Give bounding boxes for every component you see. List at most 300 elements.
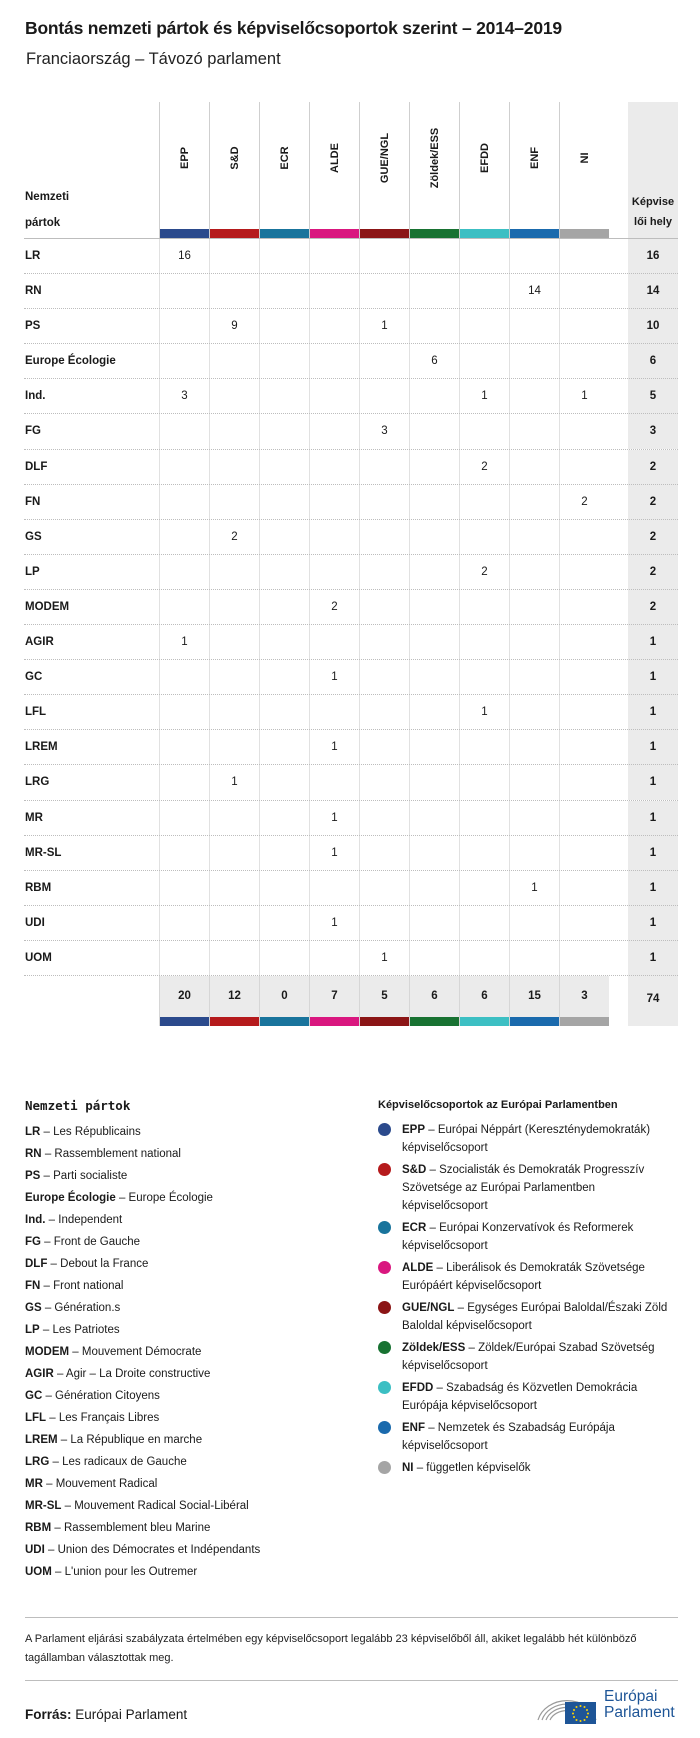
group-legend-item: GUE/NGL – Egységes Európai Baloldal/Északi Zöld Baloldal képviselőcsoport bbox=[378, 1299, 678, 1335]
seat-cell: 1 bbox=[459, 695, 509, 730]
table-row bbox=[24, 800, 678, 835]
seat-cell bbox=[509, 660, 559, 695]
seat-cell bbox=[359, 730, 409, 765]
group-abbr: EFDD bbox=[402, 1382, 434, 1394]
seat-cell bbox=[309, 239, 359, 274]
seat-cell bbox=[509, 625, 559, 660]
row-total: 1 bbox=[628, 836, 678, 871]
seat-cell bbox=[159, 590, 209, 625]
group-full-name: Nemzetek és Szabadság Európája képviselőcsoport bbox=[402, 1422, 615, 1452]
seat-cell bbox=[209, 450, 259, 485]
group-color-dot bbox=[378, 1461, 391, 1474]
group-color-dot bbox=[378, 1341, 391, 1354]
group-header-gue-ngl bbox=[359, 102, 409, 238]
seat-cell: 2 bbox=[459, 555, 509, 590]
seat-cell bbox=[309, 485, 359, 520]
table-row bbox=[24, 835, 678, 870]
seat-cell: 1 bbox=[209, 765, 259, 800]
party-full-name: Europe Écologie bbox=[128, 1192, 213, 1204]
seat-cell bbox=[409, 590, 459, 625]
seat-cell bbox=[209, 906, 259, 941]
group-total-s-d: 12 bbox=[209, 976, 259, 1026]
table-row bbox=[24, 589, 678, 624]
seat-cell bbox=[259, 941, 309, 976]
grand-total: 74 bbox=[628, 976, 678, 1026]
table-row bbox=[24, 624, 678, 659]
party-name: UDI bbox=[25, 916, 45, 929]
group-header-ni bbox=[559, 102, 609, 238]
seat-cell bbox=[409, 906, 459, 941]
party-name: LR bbox=[25, 250, 41, 262]
party-name: DLF bbox=[25, 460, 48, 473]
seat-cell bbox=[409, 239, 459, 274]
party-legend-item: GS – Génération.s bbox=[25, 1302, 121, 1314]
party-legend-item: MR – Mouvement Radical bbox=[25, 1478, 158, 1490]
seat-cell bbox=[309, 555, 359, 590]
seat-cell bbox=[259, 871, 309, 906]
party-legend-item: UDI – Union des Démocrates et Indépendants bbox=[25, 1544, 261, 1556]
group-color-dot bbox=[378, 1221, 391, 1234]
party-name: UOM bbox=[25, 951, 52, 964]
party-full-name: Génération Citoyens bbox=[55, 1390, 160, 1402]
table-row bbox=[24, 554, 678, 589]
seat-cell bbox=[559, 730, 609, 765]
row-total: 1 bbox=[628, 765, 678, 800]
party-abbr: FG bbox=[25, 1236, 41, 1248]
seat-cell: 2 bbox=[209, 520, 259, 555]
seat-cell: 16 bbox=[159, 239, 209, 274]
seat-cell bbox=[409, 941, 459, 976]
seat-cell bbox=[309, 274, 359, 309]
seat-cell bbox=[409, 379, 459, 414]
seat-cell bbox=[309, 379, 359, 414]
party-legend-item: Ind. – Independent bbox=[25, 1214, 123, 1226]
party-legend-item: LR – Les Républicains bbox=[25, 1126, 141, 1138]
seat-cell bbox=[459, 590, 509, 625]
group-full-name: független képviselők bbox=[426, 1462, 531, 1474]
party-abbr: PS bbox=[25, 1170, 41, 1182]
party-full-name: Front de Gauche bbox=[53, 1236, 141, 1248]
seat-cell: 1 bbox=[309, 836, 359, 871]
seat-cell bbox=[259, 239, 309, 274]
table-row bbox=[24, 484, 678, 519]
seat-cell bbox=[209, 555, 259, 590]
seat-cell bbox=[359, 660, 409, 695]
party-name: Ind. bbox=[25, 390, 46, 403]
party-name: LRG bbox=[25, 776, 50, 789]
seat-cell bbox=[259, 730, 309, 765]
party-legend-item: LP – Les Patriotes bbox=[25, 1324, 120, 1336]
group-color-dot bbox=[378, 1261, 391, 1274]
table-header bbox=[24, 102, 678, 238]
seat-cell bbox=[459, 344, 509, 379]
party-full-name: Front national bbox=[53, 1280, 124, 1292]
party-full-name: La République en marche bbox=[70, 1434, 203, 1446]
source-text: Európai Parlament bbox=[75, 1707, 188, 1722]
seat-cell bbox=[209, 590, 259, 625]
seat-cell bbox=[509, 309, 559, 344]
seat-cell bbox=[159, 450, 209, 485]
seat-cell bbox=[559, 660, 609, 695]
seat-cell bbox=[509, 801, 559, 836]
group-color-bar bbox=[260, 229, 309, 238]
group-full-name: Szabadság és Közvetlen Demokrácia Európája képviselőcsoport bbox=[402, 1382, 638, 1412]
group-color-bar bbox=[210, 1017, 259, 1026]
group-header-label: ECR bbox=[279, 146, 291, 170]
party-name: LFL bbox=[25, 706, 47, 719]
seat-cell bbox=[459, 836, 509, 871]
party-name: LP bbox=[25, 565, 40, 578]
group-header-label: ENF bbox=[529, 147, 541, 169]
seat-cell bbox=[259, 555, 309, 590]
group-total-enf: 15 bbox=[509, 976, 559, 1026]
row-total: 1 bbox=[628, 660, 678, 695]
european-parliament-logo bbox=[534, 1686, 684, 1728]
group-legend-item: EFDD – Szabadság és Közvetlen Demokrácia Európája képviselőcsoport bbox=[378, 1379, 678, 1415]
seat-cell bbox=[259, 309, 309, 344]
group-color-dot bbox=[378, 1381, 391, 1394]
seat-cell bbox=[509, 239, 559, 274]
seat-cell bbox=[259, 906, 309, 941]
seat-cell bbox=[359, 555, 409, 590]
group-color-bar bbox=[460, 1017, 509, 1026]
table-row bbox=[24, 729, 678, 764]
seat-cell bbox=[359, 801, 409, 836]
seat-cell bbox=[459, 660, 509, 695]
logo-wordmark: Európai Parlament bbox=[604, 1688, 675, 1721]
seat-cell bbox=[209, 660, 259, 695]
party-abbr: FN bbox=[25, 1280, 41, 1292]
group-abbr: EPP bbox=[402, 1124, 426, 1136]
party-legend-item: LREM – La République en marche bbox=[25, 1434, 203, 1446]
party-legend-item: AGIR – Agir – La Droite constructive bbox=[25, 1368, 211, 1380]
group-legend-item: Zöldek/ESS – Zöldek/Európai Szabad Szövetség képviselőcsoport bbox=[378, 1339, 678, 1375]
party-name: MODEM bbox=[25, 600, 70, 613]
seat-cell bbox=[509, 765, 559, 800]
parliament-hemicycle-icon bbox=[534, 1686, 600, 1726]
seat-cell bbox=[209, 485, 259, 520]
seat-cell bbox=[259, 660, 309, 695]
seat-cell bbox=[309, 520, 359, 555]
seat-cell: 1 bbox=[359, 309, 409, 344]
seat-cell bbox=[409, 485, 459, 520]
party-legend-title: Nemzeti pártok bbox=[25, 1098, 131, 1113]
seat-cell bbox=[209, 379, 259, 414]
row-total: 2 bbox=[628, 590, 678, 625]
seat-cell: 1 bbox=[359, 941, 409, 976]
group-color-bar bbox=[460, 229, 509, 238]
seat-cell bbox=[359, 871, 409, 906]
row-total: 1 bbox=[628, 625, 678, 660]
party-full-name: Les Français Libres bbox=[58, 1412, 160, 1424]
group-color-bar bbox=[410, 1017, 459, 1026]
seat-cell bbox=[309, 871, 359, 906]
seat-cell bbox=[159, 309, 209, 344]
seat-cell bbox=[559, 695, 609, 730]
row-total: 16 bbox=[628, 239, 678, 274]
group-color-bar bbox=[360, 229, 409, 238]
seat-cell bbox=[309, 414, 359, 449]
party-full-name: Génération.s bbox=[54, 1302, 121, 1314]
party-legend-item: RN – Rassemblement national bbox=[25, 1148, 181, 1160]
party-name: FG bbox=[25, 425, 41, 438]
table-row bbox=[24, 449, 678, 484]
row-total: 2 bbox=[628, 555, 678, 590]
party-name: MR-SL bbox=[25, 846, 62, 859]
seat-cell bbox=[209, 801, 259, 836]
seat-cell bbox=[259, 765, 309, 800]
seat-cell bbox=[509, 906, 559, 941]
seat-cell bbox=[409, 871, 459, 906]
seat-cell bbox=[559, 274, 609, 309]
seat-cell bbox=[159, 520, 209, 555]
seat-cell bbox=[159, 414, 209, 449]
party-abbr: Ind. bbox=[25, 1214, 46, 1226]
seat-cell bbox=[559, 450, 609, 485]
group-header-label: NI bbox=[579, 152, 591, 164]
seat-cell: 2 bbox=[459, 450, 509, 485]
seat-cell bbox=[509, 344, 559, 379]
group-full-name: Európai Konzervatívok és Reformerek képviselőcsoport bbox=[402, 1222, 634, 1252]
party-abbr: RBM bbox=[25, 1522, 52, 1534]
seat-cell bbox=[409, 274, 459, 309]
row-total: 3 bbox=[628, 414, 678, 449]
group-legend-item: S&D – Szocialisták és Demokraták Progresszív Szövetsége az Európai Parlamentben képviselőcsoport bbox=[378, 1161, 678, 1215]
seat-cell bbox=[309, 941, 359, 976]
group-abbr: ALDE bbox=[402, 1262, 434, 1274]
party-full-name: Union des Démocrates et Indépendants bbox=[57, 1544, 261, 1556]
seat-cell bbox=[159, 906, 209, 941]
seat-cell bbox=[509, 414, 559, 449]
party-full-name: Les Républicains bbox=[53, 1126, 141, 1138]
row-total: 1 bbox=[628, 871, 678, 906]
seat-cell bbox=[459, 485, 509, 520]
seat-cell bbox=[159, 344, 209, 379]
seat-cell bbox=[509, 379, 559, 414]
seat-cell bbox=[409, 414, 459, 449]
row-total: 1 bbox=[628, 906, 678, 941]
page-subtitle: Franciaország – Távozó parlament bbox=[26, 50, 281, 68]
row-total: 2 bbox=[628, 450, 678, 485]
row-total: 10 bbox=[628, 309, 678, 344]
seat-cell bbox=[209, 871, 259, 906]
seat-cell bbox=[409, 555, 459, 590]
group-legend-item: ECR – Európai Konzervatívok és Reformerek képviselőcsoport bbox=[378, 1219, 678, 1255]
seat-cell bbox=[459, 765, 509, 800]
seat-cell bbox=[159, 836, 209, 871]
seat-cell bbox=[309, 765, 359, 800]
group-abbr: ENF bbox=[402, 1422, 425, 1434]
seat-cell bbox=[359, 379, 409, 414]
seat-cell bbox=[309, 625, 359, 660]
seat-cell bbox=[409, 836, 459, 871]
seat-cell bbox=[209, 274, 259, 309]
party-abbr: LP bbox=[25, 1324, 40, 1336]
table-row bbox=[24, 870, 678, 905]
seat-cell bbox=[259, 590, 309, 625]
group-header-label: ALDE bbox=[329, 143, 341, 173]
party-abbr: MR-SL bbox=[25, 1500, 62, 1512]
seat-cell bbox=[559, 344, 609, 379]
party-abbr: AGIR bbox=[25, 1368, 54, 1380]
seat-cell bbox=[259, 485, 309, 520]
seat-cell bbox=[459, 414, 509, 449]
party-full-name: L'union pour les Outremer bbox=[64, 1566, 198, 1578]
group-header-z-ldek-ess bbox=[409, 102, 459, 238]
party-name: RN bbox=[25, 285, 42, 298]
group-total-ecr: 0 bbox=[259, 976, 309, 1026]
group-abbr: S&D bbox=[402, 1164, 427, 1176]
seat-cell bbox=[209, 239, 259, 274]
page-title: Bontás nemzeti pártok és képviselőcsoportok szerint – 2014–2019 bbox=[25, 18, 562, 38]
footnote: A Parlament eljárási szabályzata értelmében egy képviselőcsoport legalább 23 képviselőből áll, akiket legalább hét különböző tagállamban választottak meg. bbox=[25, 1633, 637, 1664]
group-full-name: Egységes Európai Baloldal/Északi Zöld Baloldal képviselőcsoport bbox=[402, 1302, 668, 1332]
seat-cell bbox=[159, 485, 209, 520]
group-legend-title: Képviselőcsoportok az Európai Parlamentben bbox=[378, 1099, 618, 1111]
group-color-dot bbox=[378, 1301, 391, 1314]
row-total: 6 bbox=[628, 344, 678, 379]
seat-cell bbox=[159, 660, 209, 695]
group-legend-item: ENF – Nemzetek és Szabadság Európája képviselőcsoport bbox=[378, 1419, 678, 1455]
group-color-dot bbox=[378, 1123, 391, 1136]
group-color-bar bbox=[410, 229, 459, 238]
seat-cell bbox=[459, 906, 509, 941]
table-row bbox=[24, 273, 678, 308]
seat-cell bbox=[559, 555, 609, 590]
seat-cell bbox=[359, 520, 409, 555]
party-legend-item: RBM – Rassemblement bleu Marine bbox=[25, 1522, 211, 1534]
seat-cell bbox=[459, 309, 509, 344]
seat-cell bbox=[159, 801, 209, 836]
party-abbr: DLF bbox=[25, 1258, 48, 1270]
group-abbr: ECR bbox=[402, 1222, 427, 1234]
seat-cell bbox=[509, 730, 559, 765]
seat-cell bbox=[259, 520, 309, 555]
seat-cell: 2 bbox=[559, 485, 609, 520]
seat-cell bbox=[409, 730, 459, 765]
group-total-epp: 20 bbox=[159, 976, 209, 1026]
seat-cell bbox=[559, 836, 609, 871]
seat-cell bbox=[559, 414, 609, 449]
party-name: MR bbox=[25, 811, 43, 824]
group-color-bar bbox=[510, 1017, 559, 1026]
seat-cell bbox=[209, 695, 259, 730]
party-name: PS bbox=[25, 320, 41, 333]
seat-cell bbox=[509, 836, 559, 871]
seat-cell bbox=[559, 871, 609, 906]
party-legend-item: Europe Écologie – Europe Écologie bbox=[25, 1192, 213, 1204]
group-color-bar bbox=[360, 1017, 409, 1026]
party-abbr: RN bbox=[25, 1148, 42, 1160]
party-full-name: Les radicaux de Gauche bbox=[62, 1456, 187, 1468]
divider bbox=[25, 1680, 678, 1681]
divider bbox=[25, 1617, 678, 1618]
table-row bbox=[24, 905, 678, 940]
seat-cell: 1 bbox=[559, 379, 609, 414]
seat-cell: 6 bbox=[409, 344, 459, 379]
table-row bbox=[24, 238, 678, 273]
seat-cell bbox=[509, 555, 559, 590]
party-legend-item: DLF – Debout la France bbox=[25, 1258, 149, 1270]
table-row bbox=[24, 308, 678, 343]
party-abbr: MODEM bbox=[25, 1346, 70, 1358]
seat-cell: 1 bbox=[459, 379, 509, 414]
party-abbr: GS bbox=[25, 1302, 42, 1314]
seat-cell bbox=[259, 695, 309, 730]
row-total: 1 bbox=[628, 941, 678, 976]
seat-cell bbox=[509, 695, 559, 730]
seat-cell bbox=[359, 695, 409, 730]
table-body bbox=[24, 238, 678, 975]
group-legend bbox=[378, 1098, 678, 1481]
group-total-alde: 7 bbox=[309, 976, 359, 1026]
seat-cell bbox=[209, 344, 259, 379]
seat-cell: 1 bbox=[309, 906, 359, 941]
seat-cell bbox=[309, 344, 359, 379]
seat-cell bbox=[259, 450, 309, 485]
party-abbr: MR bbox=[25, 1478, 43, 1490]
row-total: 1 bbox=[628, 730, 678, 765]
group-color-bar bbox=[310, 1017, 359, 1026]
seat-cell: 1 bbox=[309, 730, 359, 765]
seat-cell: 2 bbox=[309, 590, 359, 625]
seat-cell bbox=[409, 625, 459, 660]
seat-cell bbox=[159, 941, 209, 976]
group-abbr: GUE/NGL bbox=[402, 1302, 455, 1314]
seat-cell bbox=[459, 274, 509, 309]
party-abbr: UOM bbox=[25, 1566, 52, 1578]
party-full-name: Parti socialiste bbox=[53, 1170, 128, 1182]
seat-cell bbox=[459, 871, 509, 906]
party-legend-item: UOM – L'union pour les Outremer bbox=[25, 1566, 198, 1578]
row-total: 14 bbox=[628, 274, 678, 309]
group-full-name: Zöldek/Európai Szabad Szövetség képviselőcsoport bbox=[402, 1342, 655, 1372]
seat-cell bbox=[559, 520, 609, 555]
seat-cell bbox=[459, 941, 509, 976]
group-color-bar bbox=[510, 229, 559, 238]
row-total: 2 bbox=[628, 485, 678, 520]
seat-cell bbox=[159, 555, 209, 590]
source bbox=[25, 1707, 187, 1722]
group-color-dot bbox=[378, 1421, 391, 1434]
seat-cell bbox=[359, 239, 409, 274]
seat-cell bbox=[409, 801, 459, 836]
seat-cell: 3 bbox=[359, 414, 409, 449]
seat-cell bbox=[309, 450, 359, 485]
source-label: Forrás: bbox=[25, 1707, 72, 1722]
party-full-name: Mouvement Radical bbox=[55, 1478, 158, 1490]
totals-row bbox=[24, 975, 678, 1025]
group-total-z-ldek-ess: 6 bbox=[409, 976, 459, 1026]
party-legend-item: MR-SL – Mouvement Radical Social-Libéral bbox=[25, 1500, 249, 1512]
table-row bbox=[24, 343, 678, 378]
seat-cell bbox=[509, 941, 559, 976]
seat-cell bbox=[159, 765, 209, 800]
seat-cell bbox=[359, 625, 409, 660]
group-legend-item: EPP – Európai Néppárt (Kereszténydemokraták) képviselőcsoport bbox=[378, 1121, 678, 1157]
group-color-bar bbox=[310, 229, 359, 238]
table-row bbox=[24, 940, 678, 975]
group-legend-item: NI – független képviselők bbox=[378, 1459, 678, 1477]
seat-cell bbox=[259, 625, 309, 660]
group-header-enf bbox=[509, 102, 559, 238]
group-header-ecr bbox=[259, 102, 309, 238]
seat-cell bbox=[459, 730, 509, 765]
group-total-ni: 3 bbox=[559, 976, 609, 1026]
party-legend-item: FG – Front de Gauche bbox=[25, 1236, 141, 1248]
seat-cell bbox=[509, 590, 559, 625]
seat-cell bbox=[309, 309, 359, 344]
